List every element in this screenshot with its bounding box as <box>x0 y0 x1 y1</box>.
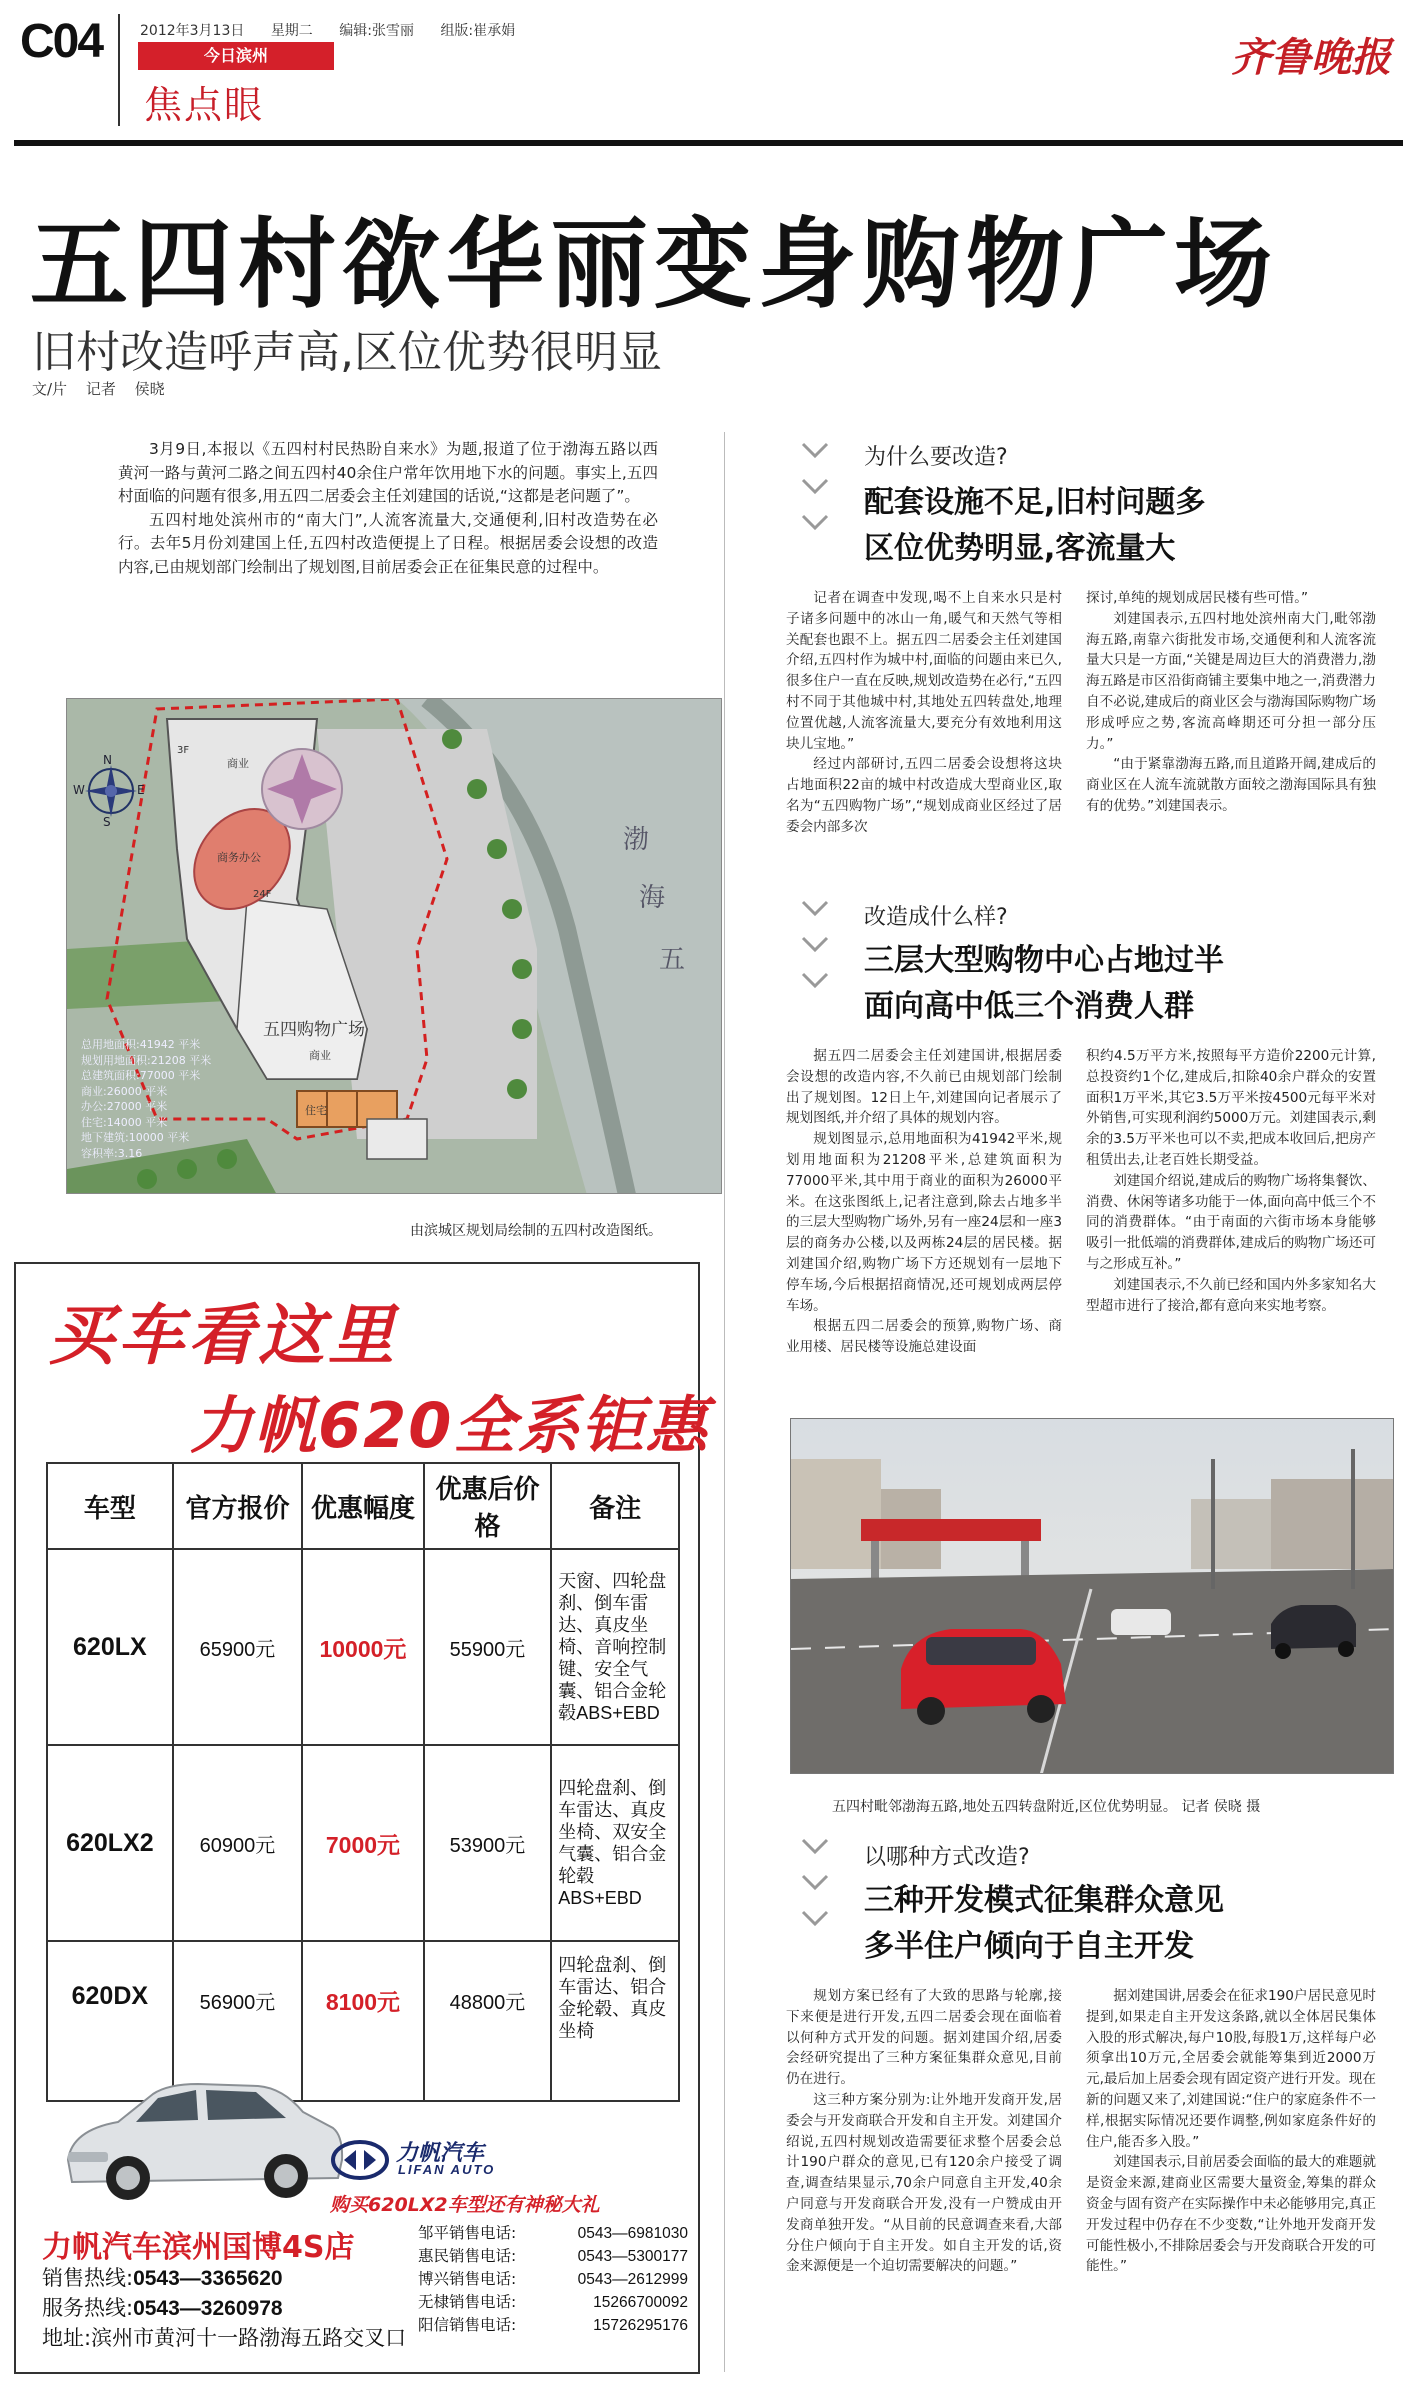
column-name: 焦点眼 <box>144 83 265 127</box>
chevron-down-icon <box>800 440 830 550</box>
car-image <box>58 2060 348 2210</box>
compass-n: N <box>103 753 112 767</box>
service-hotline-number: 0543—3260978 <box>133 2297 283 2320</box>
official-price: 56900元 <box>173 1941 302 2101</box>
article-paragraph: 规划方案已经有了大致的思路与轮廓,接下来便是进行开发,五四二居委会现在面临着以何种方式开发的问题。据刘建国介绍,居委会经研究提出了三种方案征集群众意见,目前仍在进行。 <box>786 1988 1062 2088</box>
sales-hotline <box>42 2262 283 2292</box>
address-label: 地址: <box>42 2326 92 2350</box>
section-answer <box>864 1878 1224 1970</box>
service-hotline-label: 服务热线: <box>42 2296 134 2320</box>
branch-phone: 15266700092 <box>593 2294 688 2311</box>
compass-s: S <box>103 815 111 829</box>
map-label-3f: 3F <box>177 745 190 756</box>
branch-name: 博兴销售电话: <box>418 2270 517 2288</box>
final-price: 53900元 <box>424 1745 551 1941</box>
page-number: C04 <box>20 15 103 68</box>
chevron-down-icon <box>800 898 830 1008</box>
dealer-address <box>42 2322 406 2352</box>
layout-credit: 组版:崔承娟 <box>440 23 516 39</box>
table-header: 优惠后价格 <box>424 1463 551 1549</box>
table-header: 车型 <box>47 1463 173 1549</box>
branch-name: 邹平销售电话: <box>418 2224 517 2242</box>
map-label-24f: 24F <box>253 889 272 900</box>
table-header: 优惠幅度 <box>302 1463 424 1549</box>
article-paragraph: 规划图显示,总用地面积为41942平米,规划用地面积为21208平米,总建筑面积为77000平米,其中用于商业的面积为26000平米。在这张图纸上,记者注意到,除去占地多半的三层大型购物广场外,另有一座24层和一座3层的商务办公楼,以及两栋24层的居民楼。据刘建国介绍,购物广场下方还规划有一层地下停车场,今后根据招商情况,还可规划成两层停车场。 <box>786 1131 1062 1314</box>
map-label-five: 五 <box>659 945 686 975</box>
section-question: 为什么要改造? <box>864 445 1008 470</box>
lifan-emblem-icon <box>330 2138 390 2182</box>
article-column <box>786 1046 1062 1358</box>
table-row <box>47 1549 679 1745</box>
car-model: 620DX <box>47 1941 173 2101</box>
sales-hotline-number: 0543—3365620 <box>133 2267 283 2290</box>
section-answer-line: 配套设施不足,旧村问题多 <box>864 485 1206 520</box>
section-answer-line: 三种开发模式征集群众意见 <box>864 1883 1224 1918</box>
branch-name: 无棣销售电话: <box>418 2293 517 2311</box>
map-label-mall: 五四购物广场 <box>263 1020 365 1040</box>
promo-line: 购买620LX2车型还有神秘大礼 <box>330 2194 600 2216</box>
map-stat: 办公:27000 平米 <box>81 1100 168 1113</box>
sales-hotline-label: 销售热线: <box>42 2266 134 2290</box>
section-question: 以哪种方式改造? <box>864 1845 1030 1870</box>
article-paragraph: 经过内部研讨,五四二居委会设想将这块占地面积22亩的城中村改造成大型商业区,取名为“五四购物广场”,“规划成商业区经过了居委会内部多次 <box>786 756 1062 835</box>
branch-phone-row <box>418 2314 688 2337</box>
ad-subheadline: 力帆620全系钜惠 <box>190 1389 710 1462</box>
intro-text <box>118 438 658 579</box>
article-paragraph: 积约4.5万平方米,按照每平方造价2200元计算,总投资约1个亿,建成后,扣除40余户群众的安置面积1万平米,其它3.5万平米按4500元每平米对外销售,可实现利润约5000万元。刘建国表示,剩余的3.5万平米也可以不卖,把成本收回后,把房产租赁出去,让老百姓长期受益。 <box>1086 1048 1376 1168</box>
official-price: 65900元 <box>173 1549 302 1745</box>
byline <box>32 378 179 399</box>
article-column <box>786 588 1062 838</box>
section-tag: 今日滨州 <box>138 42 334 70</box>
branch-phone-row <box>418 2268 688 2291</box>
article-paragraph: 刘建国表示,五四村地处滨州南大门,毗邻渤海五路,南靠六街批发市场,交通便利和人流客流量大只是一方面,“关键是周边巨大的消费潜力,渤海五路是市区沿街商铺主要集中地之一,消费潜力自不必说,建成后的商业区会与渤海国际购物广场形成呼应之势,客流高峰期还可分担一部分压力。” <box>1086 610 1376 752</box>
map-stat: 地下建筑:10000 平米 <box>81 1131 190 1144</box>
masthead-divider <box>118 14 120 126</box>
article-paragraph: 探讨,单纯的规划成居民楼有些可惜。” <box>1086 590 1309 606</box>
compass-w: W <box>73 783 85 797</box>
plan-map-caption: 由滨城区规划局绘制的五四村改造图纸。 <box>410 1223 662 1239</box>
street-photo <box>790 1418 1394 1774</box>
section-answer-line: 面向高中低三个消费人群 <box>864 989 1194 1024</box>
official-price: 60900元 <box>173 1745 302 1941</box>
table-header: 备注 <box>551 1463 679 1549</box>
issue-date: 2012年3月13日 <box>140 23 245 39</box>
byline-author: 侯晓 <box>134 380 165 398</box>
article-paragraph: 刘建国表示,不久前已经和国内外多家知名大型超市进行了接洽,都有意向来实地考察。 <box>1086 1276 1376 1314</box>
section-answer-line: 区位优势明显,客流量大 <box>864 531 1176 566</box>
street-photo-drawing <box>791 1419 1394 1774</box>
section-question: 改造成什么样? <box>864 905 1008 930</box>
article-column <box>1086 1986 1376 2277</box>
section-answer <box>864 480 1205 572</box>
price-table <box>46 1462 680 2102</box>
final-price: 48800元 <box>424 1941 551 2101</box>
brand-name-cn: 力帆汽车 <box>396 2141 485 2166</box>
article-paragraph: 记者在调查中发现,喝不上自来水只是村子诸多问题中的冰山一角,暖气和天然气等相关配套也跟不上。据五四二居委会主任刘建国介绍,五四村作为城中村,面临的问题由来已久,很多住户一直在反映,规划改造势在必行,“五四村不同于其他城中村,其地处五四转盘处,地理位置优越,人流客流量大,要充分有效地利用这块儿宝地。” <box>786 590 1062 752</box>
remark: 四轮盘刹、倒车雷达、真皮坐椅、双安全气囊、铝合金轮毂ABS+EBD <box>551 1745 679 1941</box>
map-stat: 住宅:14000 平米 <box>81 1115 168 1129</box>
issue-weekday: 星期二 <box>270 23 313 39</box>
branch-phone: 0543—6981030 <box>577 2225 688 2242</box>
branch-phone: 0543—2612999 <box>577 2271 688 2288</box>
map-stat: 规划用地面积:21208 平米 <box>81 1053 212 1067</box>
address-value: 滨州市黄河十一路渤海五路交叉口 <box>91 2326 407 2350</box>
article-column <box>1086 1046 1376 1316</box>
car-model: 620LX <box>47 1549 173 1745</box>
branch-phone-row <box>418 2222 688 2245</box>
discount-amount: 8100元 <box>302 1941 424 2101</box>
map-stat: 总用地面积:41942 平米 <box>81 1038 201 1051</box>
chevron-down-icon <box>800 1836 830 1946</box>
brand-name-en: LIFAN AUTO <box>398 2162 496 2177</box>
section-answer-line: 多半住户倾向于自主开发 <box>864 1929 1194 1964</box>
branch-phone-row <box>418 2291 688 2314</box>
article-paragraph: 根据五四二居委会的预算,购物广场、商业用楼、居民楼等设施总建设面 <box>786 1318 1062 1356</box>
car-model: 620LX2 <box>47 1745 173 1941</box>
map-label-sea-2: 海 <box>639 883 666 913</box>
subheadline: 旧村改造呼声高,区位优势很明显 <box>32 327 662 378</box>
newspaper-logo: 齐鲁晚报 <box>1231 34 1391 81</box>
article-column <box>1086 588 1376 817</box>
article-paragraph: 据刘建国讲,居委会在征求190户居民意见时提到,如果走自主开发这条路,就以全体居民集体入股的形式解决,每户10股,每股1万,这样每户必须拿出10万元,全居委会就能筹集到近2000万元,最后加上居委会现有固定资产进行开发。现在新的问题又来了,刘建国说:“住户的家庭条件不一样,根据实际情况还要作调整,例如家庭条件好的住户,能否多入股。” <box>1086 1988 1376 2150</box>
compass-e: E <box>137 783 145 797</box>
map-stat: 商业:26000 平米 <box>81 1084 168 1098</box>
map-label-sea: 渤 <box>623 825 650 855</box>
remark: 四轮盘刹、倒车雷达、铝合金轮毂、真皮坐椅 <box>551 1941 679 2101</box>
branch-phone: 0543—5300177 <box>577 2248 688 2265</box>
column-divider <box>724 432 725 2372</box>
table-header: 官方报价 <box>173 1463 302 1549</box>
map-label-housing: 住宅 <box>305 1104 327 1117</box>
section-answer-line: 三层大型购物中心占地过半 <box>864 943 1224 978</box>
dealer-name: 力帆汽车滨州国博4S店 <box>42 2230 355 2265</box>
map-stat: 容积率:3.16 <box>81 1146 143 1160</box>
byline-label: 文/片 <box>32 380 68 398</box>
branch-phone: 15726295176 <box>593 2317 688 2334</box>
table-header-row <box>47 1463 679 1549</box>
byline-role: 记者 <box>85 380 116 398</box>
map-stats <box>81 1037 211 1161</box>
service-hotline <box>42 2292 283 2322</box>
headline: 五四村欲华丽变身购物广场 <box>30 208 1279 322</box>
branch-phone-list <box>418 2222 688 2337</box>
map-label-office: 商务办公 <box>217 851 261 864</box>
map-stat: 总建筑面积:77000 平米 <box>81 1069 201 1082</box>
final-price: 55900元 <box>424 1549 551 1745</box>
discount-amount: 10000元 <box>302 1549 424 1745</box>
discount-amount: 7000元 <box>302 1745 424 1941</box>
ad-headline: 买车看这里 <box>48 1297 398 1374</box>
street-photo-caption: 五四村毗邻渤海五路,地处五四转盘附近,区位优势明显。 记者 侯晓 摄 <box>832 1799 1261 1815</box>
intro-paragraph: 3月9日,本报以《五四村村民热盼自来水》为题,报道了位于渤海五路以西黄河一路与黄河二路之间五四村40余住户常年饮用地下水的问题。事实上,五四村面临的问题有很多,用五四二居委会主任刘建国的话说,“这都是老问题了”。 <box>118 440 658 505</box>
map-label-commerce: 商业 <box>227 757 249 770</box>
branch-name: 惠民销售电话: <box>418 2247 517 2265</box>
article-column <box>786 1986 1062 2277</box>
plan-map-image <box>66 698 722 1194</box>
section-answer <box>864 938 1224 1030</box>
branch-name: 阳信销售电话: <box>418 2316 517 2334</box>
lifan-logo <box>330 2130 540 2190</box>
top-rule <box>14 140 1403 146</box>
article-paragraph: 这三种方案分别为:让外地开发商开发,居委会与开发商联合开发和自主开发。刘建国介绍说,五四村规划改造需要征求整个居委会总计190户群众的意见,已有120余户接受了调查,调查结果显示,70余户同意自主开发,40余户同意与开发商联合开发,没有一户赞成由开发商单独开发。“从目前的民意调查来看,大部分住户倾向于自主开发。如自主开发的话,资金来源便是一个迫切需要解决的问题。” <box>786 2091 1062 2275</box>
intro-paragraph: 五四村地处滨州市的“南大门”,人流客流量大,交通便利,旧村改造势在必行。去年5月份刘建国上任,五四村改造便提上了日程。根据居委会设想的改造内容,已由规划部门绘制出了规划图,目前居委会正在征集民意的过程中。 <box>118 510 658 576</box>
masthead-meta <box>140 20 537 40</box>
map-label-commerce-2: 商业 <box>309 1049 331 1062</box>
branch-phone-row <box>418 2245 688 2268</box>
article-paragraph: 刘建国表示,目前居委会面临的最大的难题就是资金来源,建商业区需要大量资金,筹集的群众资金与固有资产在实际操作中未必能够用完,真正开发过程中仍存在不少变数,“让外地开发商开发可能性极小,不排除居委会与开发商联合开发的可能性。” <box>1086 2154 1376 2275</box>
remark: 天窗、四轮盘刹、倒车雷达、真皮坐椅、音响控制键、安全气囊、铝合金轮毂ABS+EBD <box>551 1549 679 1745</box>
article-paragraph: 刘建国介绍说,建成后的购物广场将集餐饮、消费、休闲等诸多功能于一体,面向高中低三个不同的消费群体。“由于南面的六街市场本身能够吸引一批低端的消费群体,建成后的购物广场还可与之形成互补。” <box>1086 1172 1376 1272</box>
table-row <box>47 1745 679 1941</box>
article-paragraph: “由于紧靠渤海五路,而且道路开阔,建成后的商业区在人流车流就散方面较之渤海国际具有独有的优势。”刘建国表示。 <box>1086 756 1376 814</box>
article-paragraph: 据五四二居委会主任刘建国讲,根据居委会设想的改造内容,不久前已由规划部门绘制出了规划图。12日上午,刘建国向记者展示了规划图纸,并介绍了具体的规划内容。 <box>786 1048 1062 1127</box>
editor-credit: 编辑:张雪丽 <box>339 23 414 39</box>
